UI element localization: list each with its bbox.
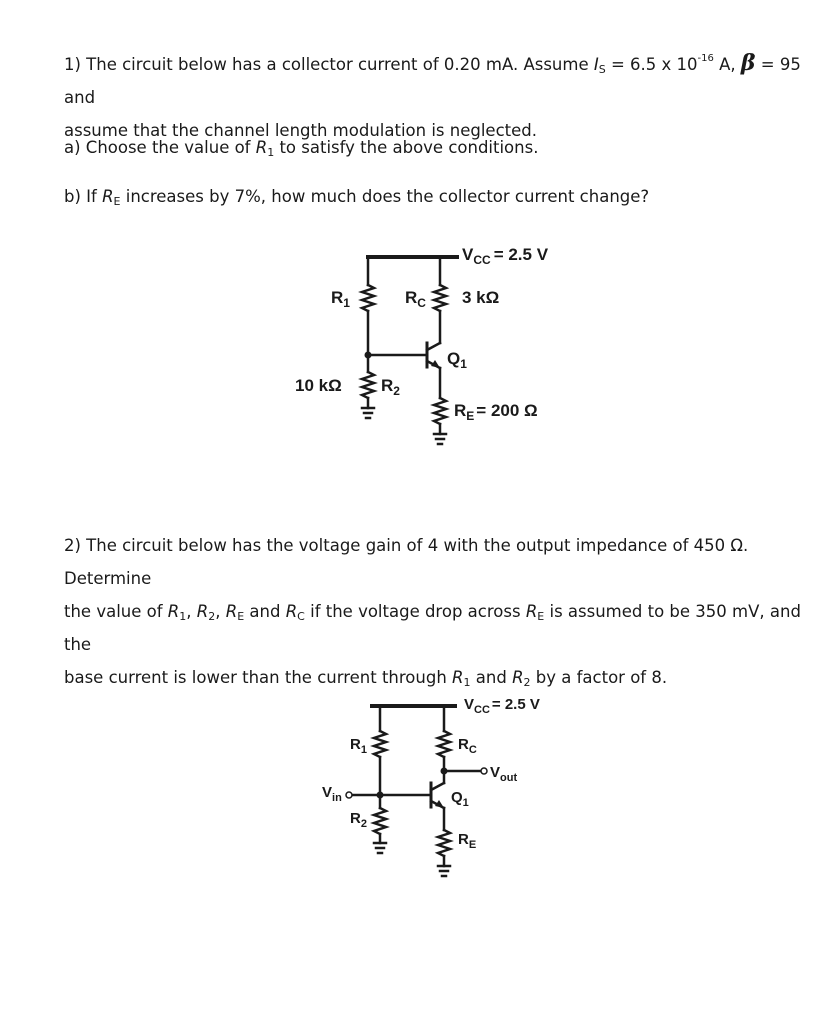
circuit2-r2-resistor <box>374 808 386 834</box>
circuit2-emitter-arrow <box>435 800 444 808</box>
circuit2-q1-label: $Q_1$ <box>451 789 469 809</box>
problem1-part-b: b) If $R_E$ increases by 7%, how much does the collector current change? <box>64 187 650 208</box>
circuit1-vcc-label: $V_{CC} = 2.5$ V <box>462 245 549 267</box>
circuit2-collector-node <box>441 768 448 775</box>
problem2-line3: base current is lower than the current through $R_1$ and $R_2$ by a factor of 8. <box>64 668 668 689</box>
problem2-line2: the value of $R_1$, $R_2$, $R_E$ and $R_C$ if the voltage drop across $R_E$ is assumed to be 350 mV, and the <box>64 602 801 654</box>
circuit2-r1-label: $R_1$ <box>350 736 367 756</box>
circuit1-q1-label: $Q_1$ <box>447 349 467 371</box>
circuit2-rc-resistor <box>438 731 450 757</box>
beta-symbol: β <box>740 50 756 76</box>
circuit2-re-label: $R_E$ <box>458 831 477 851</box>
circuit2-base-node <box>377 792 384 799</box>
circuit1-r2-label: $R_2$ <box>381 376 400 398</box>
circuit2-vin-terminal <box>346 792 352 798</box>
circuit2-vout-terminal <box>481 768 487 774</box>
circuit2-vin-label: $V_{in}$ <box>322 784 342 804</box>
circuit2-vcc-label: $V_{CC} = 2.5$ V <box>464 696 540 716</box>
circuit1-r2-value: 10 kΩ <box>295 376 342 395</box>
circuit2-rc-label: $R_C$ <box>458 736 477 756</box>
problem1-line2: assume that the channel length modulation is neglected. <box>64 121 537 140</box>
circuit2-r1-resistor <box>374 731 386 757</box>
problem1-line1: 1) The circuit below has a collector current of 0.20 mA. Assume $I_S = 6.5$ x $10^{-16}$ A, β = 95 and <box>64 50 801 107</box>
circuit1-r1-label: $R_1$ <box>331 288 350 310</box>
circuit2-r2-label: $R_2$ <box>350 810 367 830</box>
circuit2-vout-label: $V_{out}$ <box>490 764 518 784</box>
circuit1-rc-label: $R_C$ <box>405 288 426 310</box>
circuit2-re-resistor <box>438 830 450 856</box>
circuit1-rc-value: 3 kΩ <box>462 288 500 307</box>
problem2-line1: 2) The circuit below has the voltage gain of 4 with the output impedance of 450 Ω. Determine <box>64 536 749 588</box>
circuit1-re-label: $R_E = 200$ Ω <box>454 401 538 423</box>
problem1-part-a: a) Choose the value of $R_1$ to satisfy the above conditions. <box>64 138 539 159</box>
